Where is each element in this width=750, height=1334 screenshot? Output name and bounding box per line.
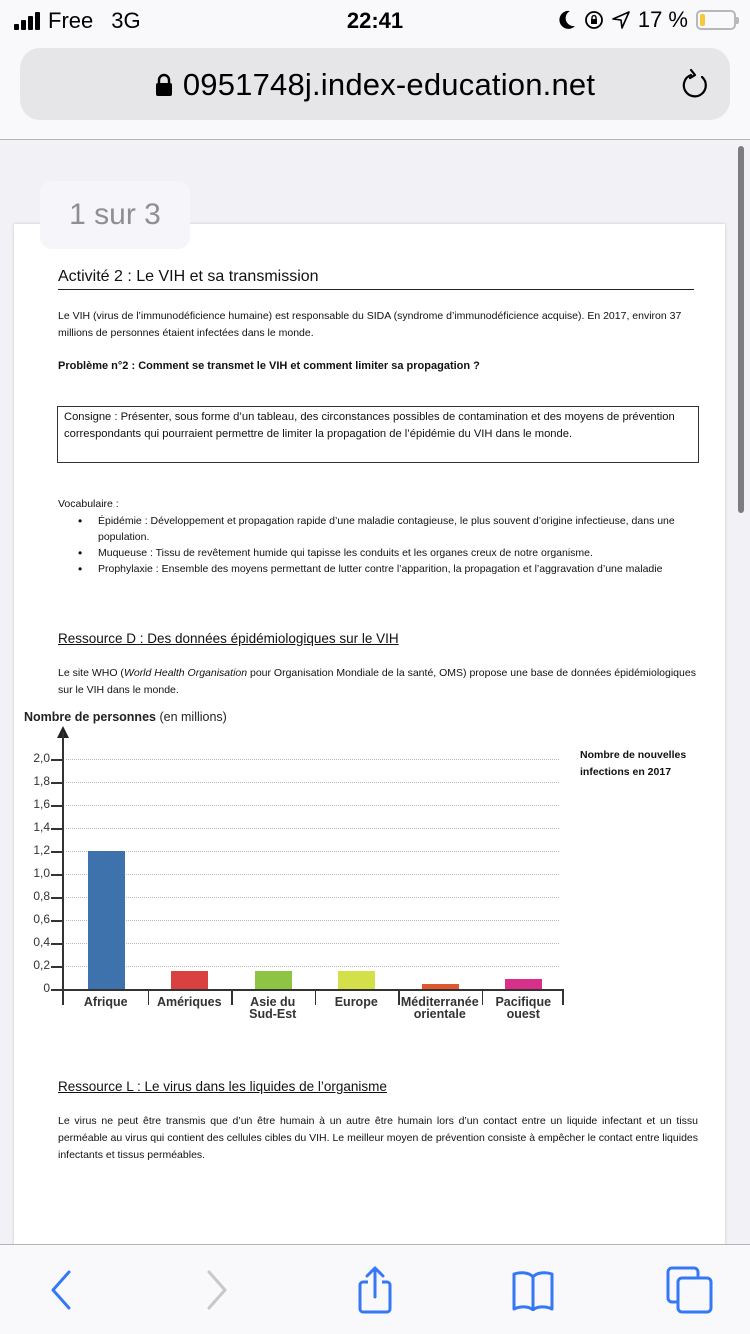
- battery-icon: [696, 10, 736, 30]
- y-tick: [14, 797, 574, 811]
- resource-d-text: Le site WHO (World Health Organisation pour Organisation Mondiale de la santé, OMS) propose une base de données épidémiologiques sur le VIH dans le monde.: [58, 667, 696, 696]
- back-button[interactable]: [36, 1265, 86, 1315]
- y-tick-mark: [51, 782, 62, 784]
- grid-line: [66, 966, 559, 967]
- forward-button[interactable]: [192, 1265, 242, 1315]
- orientation-lock-icon: [584, 10, 604, 30]
- bar-pacifique-ouest: [505, 979, 542, 989]
- tabs-button[interactable]: [665, 1265, 715, 1315]
- status-bar: [0, 0, 750, 40]
- vocabulary-item: • Muqueuse : Tissu de revêtement humide qui tapisse les conduits et les organes creux de notre organisme.: [78, 545, 698, 561]
- y-tick-label: 0: [43, 981, 50, 995]
- x-category-label: Afrique: [83, 995, 128, 1009]
- grid-line: [66, 897, 559, 898]
- resource-l-text: Le virus ne peut être transmis que d’un être humain à un autre être humain lors d’un contact entre un liquide infectant et un tissu perméable au virus qui contient des cellules cibles du VIH. Le meilleur moyen de prévention consiste à empêcher le contact entre liquides infectants et tissus perméables.: [58, 1115, 698, 1161]
- browser-top-chrome: [0, 40, 750, 140]
- intro-paragraph: Le VIH (virus de l’immunodéficience humaine) est responsable du SIDA (syndrome d’immunodéficience acquise). En 2017, environ 37 millions de personnes étaient infectées dans le monde.: [58, 310, 682, 339]
- vocabulary-section: [58, 496, 698, 577]
- grid-line: [66, 805, 559, 806]
- x-category-label: Méditerranée orientale: [400, 995, 479, 1021]
- y-tick-label: 0,4: [33, 935, 50, 949]
- y-tick-label: 1,8: [33, 774, 50, 788]
- bar-europe: [338, 971, 375, 989]
- x-category-label: Amériques: [156, 995, 222, 1009]
- y-tick-label: 0,6: [33, 912, 50, 926]
- network-type: 3G: [111, 8, 141, 33]
- browser-toolbar: [0, 1244, 750, 1334]
- url-text: 0951748j.index-education.net: [182, 67, 596, 102]
- problem-statement: Problème n°2 : Comment se transmet le VIH et comment limiter sa propagation ?: [58, 360, 480, 372]
- y-tick-mark: [51, 943, 62, 945]
- bar-afrique: [88, 851, 125, 989]
- y-tick-mark: [51, 874, 62, 876]
- y-tick-label: 1,0: [33, 866, 50, 880]
- y-tick: [14, 751, 574, 765]
- y-tick-mark: [51, 966, 62, 968]
- x-category-label: Europe: [334, 995, 378, 1009]
- chart-legend-note: Nombre de nouvelles infections en 2017: [580, 749, 687, 778]
- x-category-label: Pacifique ouest: [495, 995, 552, 1021]
- y-axis: [62, 732, 64, 990]
- bar-asie-du-sud-est: [255, 971, 292, 989]
- back-chevron-icon: [49, 1270, 73, 1310]
- y-tick-mark: [51, 805, 62, 807]
- y-tick-label: 1,2: [33, 843, 50, 857]
- y-tick-label: 0,2: [33, 958, 50, 972]
- forward-chevron-icon: [205, 1270, 229, 1310]
- grid-line: [66, 782, 559, 783]
- vocabulary-heading: Vocabulaire :: [58, 498, 119, 510]
- grid-line: [66, 920, 559, 921]
- clock: 22:41: [346, 8, 404, 33]
- y-tick-mark: [51, 828, 62, 830]
- y-tick-label: 1,6: [33, 797, 50, 811]
- bar-am-riques: [171, 971, 208, 989]
- grid-line: [66, 874, 559, 875]
- grid-line: [66, 759, 559, 760]
- scrollbar[interactable]: [738, 146, 744, 513]
- page-indicator: 1 sur 3: [40, 181, 190, 249]
- y-tick: [14, 774, 574, 788]
- lock-icon: [155, 73, 173, 97]
- battery-percent: 17 %: [637, 7, 688, 32]
- grid-line: [66, 828, 559, 829]
- pdf-viewer[interactable]: [0, 141, 750, 1244]
- y-tick-mark: [51, 851, 62, 853]
- y-tick-mark: [51, 759, 62, 761]
- signal-icon: [14, 12, 40, 30]
- chart-y-label: Nombre de personnes (en millions): [24, 710, 227, 724]
- y-tick-label: 1,4: [33, 820, 50, 834]
- y-tick-label: 2,0: [33, 751, 50, 765]
- y-tick-label: 0,8: [33, 889, 50, 903]
- bookmarks-button[interactable]: [508, 1265, 558, 1315]
- resource-l-title: Ressource L : Le virus dans les liquides de l’organisme: [58, 1079, 387, 1094]
- location-arrow-icon: [612, 11, 630, 29]
- address-bar[interactable]: [20, 48, 730, 120]
- reload-icon[interactable]: [678, 68, 712, 102]
- tabs-icon: [666, 1266, 714, 1314]
- consigne-box: Consigne : Présenter, sous forme d’un tableau, des circonstances possibles de contamination et des moyens de prévention correspondants qui pourraient permettre de limiter la propagation de l’épidémie du VIH dans le monde.: [57, 406, 699, 463]
- grid-line: [66, 851, 559, 852]
- y-tick-mark: [51, 920, 62, 922]
- bar-m-diterran-e-orientale: [422, 984, 459, 989]
- y-tick: [14, 820, 574, 834]
- share-button[interactable]: [350, 1265, 400, 1315]
- y-tick-mark: [51, 897, 62, 899]
- carrier-name: Free: [48, 8, 94, 33]
- share-icon: [358, 1265, 392, 1315]
- resource-d-title: Ressource D : Des données épidémiologiques sur le VIH: [58, 631, 399, 646]
- x-category-label: Asie du Sud-Est: [249, 995, 297, 1021]
- pdf-page: [14, 224, 725, 1244]
- grid-line: [66, 943, 559, 944]
- vocabulary-item: • Épidémie : Développement et propagation rapide d’une maladie contagieuse, le plus souvent d’origine infectieuse, dans une population.: [78, 513, 698, 545]
- bar-chart: [14, 704, 725, 1044]
- vocabulary-item: • Prophylaxie : Ensemble des moyens permettant de lutter contre l’apparition, la propagation et l’aggravation d’une maladie: [78, 561, 698, 577]
- x-axis: [62, 989, 562, 991]
- moon-icon: [558, 10, 576, 30]
- activity-title: Activité 2 : Le VIH et sa transmission: [58, 268, 694, 290]
- y-tick-mark: [51, 989, 62, 991]
- bookmarks-book-icon: [510, 1269, 556, 1311]
